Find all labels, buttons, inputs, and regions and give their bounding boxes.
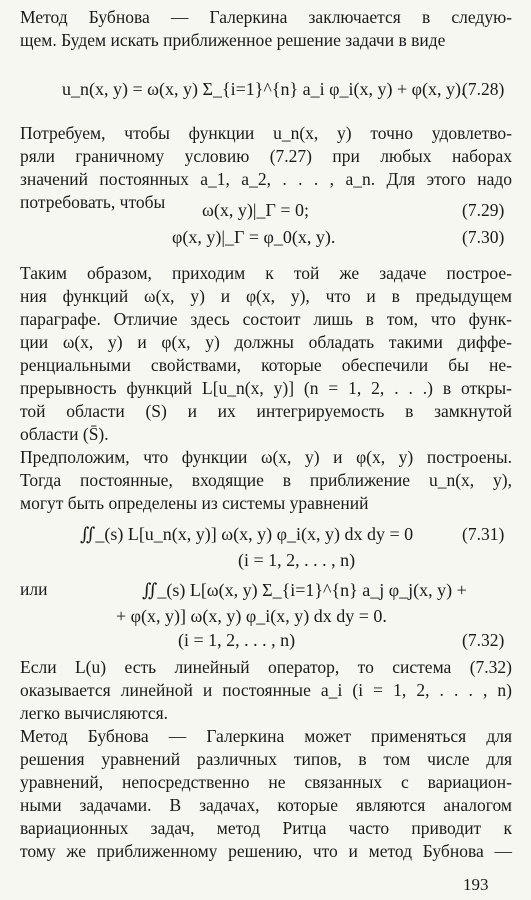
equation-7-30: φ(x, y)|_Γ = φ_0(x, y). <box>172 227 336 247</box>
text-line: оказывается линейной и постоянные a_i (i = 1, 2, . . . , n) <box>20 680 512 700</box>
equation-7-31-line-2: (i = 1, 2, . . . , n) <box>238 550 356 570</box>
text-line: ренциальными свойствами, которые обеспечили бы не- <box>20 355 512 375</box>
text-line: ции ω(x, y) и φ(x, y) должны обладать такими диффе- <box>20 332 512 352</box>
text-line: легко вычисляются. <box>20 703 169 723</box>
text-line: прерывность функций L[u_n(x, y)] (n = 1, 2, . . .) в откры- <box>20 378 512 398</box>
equation-number: (7.29) <box>462 200 505 220</box>
text-line: Метод Бубнова — Галеркина заключается в следую- <box>20 7 512 27</box>
text-line: или <box>20 579 48 599</box>
text-line: Таким образом, приходим к той же задаче построе- <box>20 263 512 283</box>
text-line: области (S̄). <box>20 424 109 444</box>
equation-7-28: u_n(x, y) = ω(x, y) Σ_{i=1}^{n} a_i φ_i(x, y) + φ(x, y). <box>62 79 466 99</box>
equation-7-32-line-2: + φ(x, y)] ω(x, y) φ_i(x, y) dx dy = 0. <box>116 606 387 626</box>
text-line: Метод Бубнова — Галеркина может применяться для <box>20 726 512 746</box>
equation-number: (7.28) <box>462 79 505 99</box>
equation-7-32-line-3: (i = 1, 2, . . . , n) <box>178 630 296 650</box>
text-line: могут быть определены из системы уравнений <box>20 493 369 513</box>
text-line: Предположим, что функции ω(x, y) и φ(x, y) построены. <box>20 447 512 467</box>
text-line: параграфе. Отличие здесь состоит лишь в том, что функ- <box>20 309 512 329</box>
text-line: ными задачами. В задачах, которые являются аналогом <box>20 795 512 815</box>
text-line: потребовать, чтобы <box>20 192 166 212</box>
text-line: тому же приближенному решению, что и метод Бубнова — <box>20 841 512 861</box>
text-line: Тогда постоянные, входящие в приближение u_n(x, y), <box>20 470 512 490</box>
page-number: 193 <box>463 875 489 894</box>
equation-7-29: ω(x, y)|_Γ = 0; <box>202 200 309 220</box>
text-line: Потребуем, чтобы функции u_n(x, y) точно удовлетво- <box>20 123 512 143</box>
equation-number: (7.31) <box>462 524 505 544</box>
text-line: ния функций ω(x, y) и φ(x, y), что и в предыдущем <box>20 286 512 306</box>
text-line: ряли граничному условию (7.27) при любых наборах <box>20 146 512 166</box>
text-line: той области (S) и их интегрируемость в замкнутой <box>20 401 512 421</box>
text-line: щем. Будем искать приближенное решение задачи в виде <box>20 30 446 50</box>
equation-number: (7.32) <box>462 630 505 650</box>
text-line: значений постоянных a_1, a_2, . . . , a_n. Для этого надо <box>20 169 512 189</box>
text-line: вариационных задач, метод Ритца часто приводит к <box>20 818 512 838</box>
text-line: Если L(u) есть линейный оператор, то система (7.32) <box>20 657 512 677</box>
equation-number: (7.30) <box>462 227 505 247</box>
text-line: уравнений, непосредственно не связанных с вариацион- <box>20 772 512 792</box>
equation-7-31-line-1: ∬_(s) L[u_n(x, y)] ω(x, y) φ_i(x, y) dx dy = 0 <box>80 524 414 544</box>
text-line: решения уравнений различных типов, в том числе для <box>20 749 512 769</box>
equation-7-32-line-1: ∬_(s) L[ω(x, y) Σ_{i=1}^{n} a_j φ_j(x, y) + <box>142 580 467 600</box>
